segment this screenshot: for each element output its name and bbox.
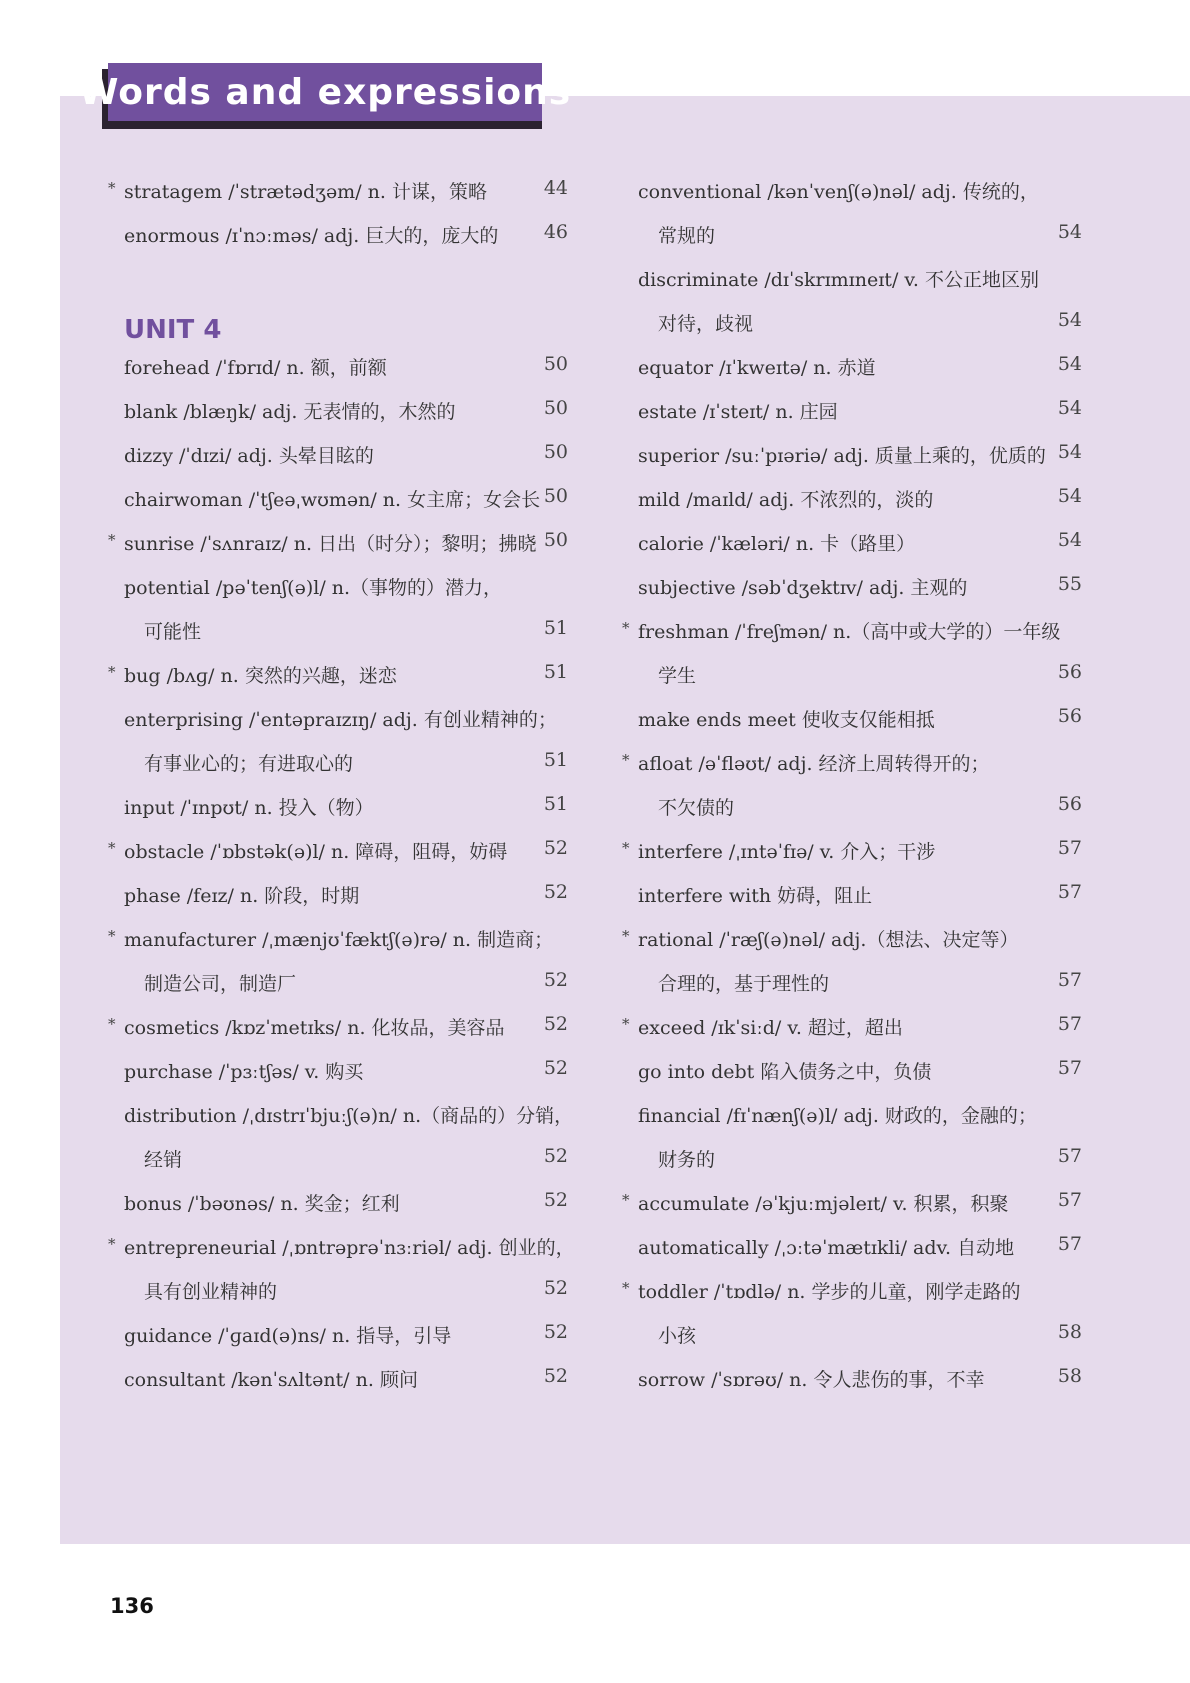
entry-page-number: 51 xyxy=(543,661,568,683)
entry-page-number: 50 xyxy=(543,353,568,375)
entry-text: accumulate /əˈkjuːmjəleɪt/ v. 积累，积聚 xyxy=(638,1193,1009,1215)
word-entry xyxy=(622,348,1082,392)
entry-text: estate /ɪˈsteɪt/ n. 庄园 xyxy=(638,401,838,423)
entry-text: freshman /ˈfreʃmən/ n.（高中或大学的）一年级 xyxy=(638,621,1061,643)
entry-page-number: 54 xyxy=(1057,353,1082,375)
entry-text: dizzy /ˈdɪzi/ adj. 头晕目眩的 xyxy=(124,445,374,467)
asterisk-icon: * xyxy=(622,839,630,857)
entry-text: manufacturer /ˌmænjʊˈfæktʃ(ə)rə/ n. 制造商； xyxy=(124,929,554,951)
entry-text: afloat /əˈfləʊt/ adj. 经济上周转得开的； xyxy=(638,753,990,775)
word-entry xyxy=(622,1360,1082,1404)
entry-text: purchase /ˈpɜːtʃəs/ v. 购买 xyxy=(124,1061,364,1083)
word-entry xyxy=(108,1360,568,1404)
word-entry xyxy=(622,876,1082,920)
word-entry xyxy=(622,1228,1082,1272)
word-entry xyxy=(622,172,1082,216)
entry-page-number: 52 xyxy=(543,1145,568,1167)
entry-text: toddler /ˈtɒdlə/ n. 学步的儿童，刚学走路的 xyxy=(638,1281,1021,1303)
entry-text: automatically /ˌɔːtəˈmætɪkli/ adv. 自动地 xyxy=(638,1237,1015,1259)
entry-page-number: 57 xyxy=(1057,1189,1082,1211)
word-entry xyxy=(622,436,1082,480)
entry-page-number: 50 xyxy=(543,529,568,551)
asterisk-icon: * xyxy=(108,927,116,945)
entry-text: distribution /ˌdɪstrɪˈbjuːʃ(ə)n/ n.（商品的）分销， xyxy=(124,1105,574,1127)
entry-page-number: 55 xyxy=(1057,573,1082,595)
word-entry xyxy=(108,1316,568,1360)
word-entry xyxy=(108,172,568,216)
asterisk-icon: * xyxy=(108,1235,116,1253)
unit-heading-text: UNIT 4 xyxy=(124,315,222,345)
word-entry xyxy=(108,656,568,700)
entry-page-number: 52 xyxy=(543,1277,568,1299)
entry-page-number: 54 xyxy=(1057,485,1082,507)
word-entry xyxy=(108,1008,568,1052)
entry-page-number: 50 xyxy=(543,397,568,419)
entry-text: 财务的 xyxy=(658,1149,716,1171)
entry-text: rational /ˈræʃ(ə)nəl/ adj.（想法、决定等） xyxy=(638,929,1019,951)
entry-page-number: 54 xyxy=(1057,529,1082,551)
entry-page-number: 56 xyxy=(1057,705,1082,727)
word-entry xyxy=(108,524,568,568)
word-entry-continuation xyxy=(108,1140,568,1184)
entry-page-number: 57 xyxy=(1057,837,1082,859)
word-entry-continuation xyxy=(622,1140,1082,1184)
word-entry xyxy=(108,788,568,832)
entry-text: exceed /ɪkˈsiːd/ v. 超过，超出 xyxy=(638,1017,903,1039)
section-title: Words and expressions xyxy=(78,71,572,113)
asterisk-icon: * xyxy=(622,619,630,637)
entry-text: 具有创业精神的 xyxy=(144,1281,278,1303)
entry-text: entrepreneurial /ˌɒntrəprəˈnɜːriəl/ adj. 创业的， xyxy=(124,1237,575,1259)
entry-text: 制造公司，制造厂 xyxy=(144,973,297,995)
entry-text: guidance /ˈɡaɪd(ə)ns/ n. 指导，引导 xyxy=(124,1325,452,1347)
entry-text: interfere with 妨碍，阻止 xyxy=(638,885,873,907)
word-entry-continuation xyxy=(108,964,568,1008)
entry-text: mild /maɪld/ adj. 不浓烈的，淡的 xyxy=(638,489,934,511)
entry-text: 经销 xyxy=(144,1149,183,1171)
word-entry xyxy=(108,216,568,260)
word-entry xyxy=(622,1184,1082,1228)
entry-page-number: 52 xyxy=(543,837,568,859)
asterisk-icon: * xyxy=(108,839,116,857)
word-entry xyxy=(108,392,568,436)
asterisk-icon: * xyxy=(622,1015,630,1033)
entry-page-number: 56 xyxy=(1057,661,1082,683)
word-entry xyxy=(622,1096,1082,1140)
word-entry xyxy=(108,436,568,480)
word-entry xyxy=(108,568,568,612)
word-entry-continuation xyxy=(622,216,1082,260)
entry-page-number: 51 xyxy=(543,617,568,639)
entry-text: chairwoman /ˈtʃeəˌwʊmən/ n. 女主席；女会长 xyxy=(124,489,541,511)
word-entry xyxy=(108,1052,568,1096)
entry-page-number: 50 xyxy=(543,485,568,507)
asterisk-icon: * xyxy=(622,751,630,769)
word-entry xyxy=(622,1008,1082,1052)
page-number: 136 xyxy=(110,1594,154,1618)
entry-page-number: 46 xyxy=(543,221,568,243)
entry-text: potential /pəˈtenʃ(ə)l/ n.（事物的）潜力， xyxy=(124,577,503,599)
entry-text: phase /feɪz/ n. 阶段，时期 xyxy=(124,885,360,907)
word-entry-continuation xyxy=(108,612,568,656)
entry-text: 小孩 xyxy=(658,1325,697,1347)
entry-page-number: 54 xyxy=(1057,221,1082,243)
entry-page-number: 57 xyxy=(1057,969,1082,991)
entry-text: 有事业心的；有进取心的 xyxy=(144,753,354,775)
word-list-right-column xyxy=(622,172,1082,1404)
entry-text: superior /suːˈpɪəriə/ adj. 质量上乘的，优质的 xyxy=(638,445,1046,467)
asterisk-icon: * xyxy=(108,179,116,197)
entry-page-number: 56 xyxy=(1057,793,1082,815)
entry-text: financial /fɪˈnænʃ(ə)l/ adj. 财政的，金融的； xyxy=(638,1105,1037,1127)
entry-page-number: 57 xyxy=(1057,1233,1082,1255)
entry-page-number: 57 xyxy=(1057,1145,1082,1167)
word-entry-continuation xyxy=(108,744,568,788)
entry-page-number: 52 xyxy=(543,1013,568,1035)
entry-page-number: 54 xyxy=(1057,397,1082,419)
entry-text: discriminate /dɪˈskrɪmɪneɪt/ v. 不公正地区别 xyxy=(638,269,1039,291)
word-entry xyxy=(108,1184,568,1228)
entry-page-number: 52 xyxy=(543,1365,568,1387)
entry-text: calorie /ˈkæləri/ n. 卡（路里） xyxy=(638,533,916,555)
entry-page-number: 51 xyxy=(543,749,568,771)
entry-page-number: 52 xyxy=(543,1321,568,1343)
word-entry xyxy=(622,612,1082,656)
entry-text: 可能性 xyxy=(144,621,202,643)
entry-text: 对待，歧视 xyxy=(658,313,754,335)
entry-text: interfere /ˌɪntəˈfɪə/ v. 介入；干涉 xyxy=(638,841,936,863)
entry-page-number: 54 xyxy=(1057,309,1082,331)
word-entry xyxy=(622,1052,1082,1096)
word-entry xyxy=(622,920,1082,964)
word-entry-continuation xyxy=(622,304,1082,348)
entry-text: blank /blæŋk/ adj. 无表情的，木然的 xyxy=(124,401,456,423)
entry-page-number: 52 xyxy=(543,969,568,991)
entry-text: 常规的 xyxy=(658,225,716,247)
entry-text: input /ˈɪnpʊt/ n. 投入（物） xyxy=(124,797,374,819)
word-entry-continuation xyxy=(622,1316,1082,1360)
word-entry xyxy=(622,832,1082,876)
entry-text: forehead /ˈfɒrɪd/ n. 额，前额 xyxy=(124,357,387,379)
entry-page-number: 57 xyxy=(1057,881,1082,903)
word-entry xyxy=(622,700,1082,744)
word-entry-continuation xyxy=(622,656,1082,700)
entry-page-number: 50 xyxy=(543,441,568,463)
word-entry xyxy=(622,524,1082,568)
entry-page-number: 44 xyxy=(543,177,568,199)
entry-text: stratagem /ˈstrætədʒəm/ n. 计谋，策略 xyxy=(124,181,487,203)
entry-text: enormous /ɪˈnɔːməs/ adj. 巨大的，庞大的 xyxy=(124,225,499,247)
word-entry-continuation xyxy=(108,1272,568,1316)
asterisk-icon: * xyxy=(108,531,116,549)
entry-text: subjective /səbˈdʒektɪv/ adj. 主观的 xyxy=(638,577,968,599)
entry-text: conventional /kənˈvenʃ(ə)nəl/ adj. 传统的， xyxy=(638,181,1039,203)
entry-page-number: 52 xyxy=(543,1057,568,1079)
word-entry-continuation xyxy=(622,964,1082,1008)
entry-page-number: 57 xyxy=(1057,1057,1082,1079)
entry-page-number: 52 xyxy=(543,881,568,903)
word-entry xyxy=(622,568,1082,612)
word-entry-continuation xyxy=(622,788,1082,832)
asterisk-icon: * xyxy=(108,663,116,681)
word-entry xyxy=(108,1228,575,1272)
asterisk-icon: * xyxy=(108,1015,116,1033)
word-entry xyxy=(108,348,568,392)
entry-page-number: 52 xyxy=(543,1189,568,1211)
entry-text: bug /bʌɡ/ n. 突然的兴趣，迷恋 xyxy=(124,665,397,687)
word-entry xyxy=(108,1096,574,1140)
word-entry xyxy=(108,700,568,744)
entry-text: equator /ɪˈkweɪtə/ n. 赤道 xyxy=(638,357,876,379)
word-entry xyxy=(108,920,568,964)
entry-text: sorrow /ˈsɒrəʊ/ n. 令人悲伤的事，不幸 xyxy=(638,1369,985,1391)
entry-text: 合理的，基于理性的 xyxy=(658,973,830,995)
asterisk-icon: * xyxy=(622,1279,630,1297)
entry-page-number: 58 xyxy=(1057,1365,1082,1387)
entry-page-number: 58 xyxy=(1057,1321,1082,1343)
entry-text: cosmetics /kɒzˈmetɪks/ n. 化妆品，美容品 xyxy=(124,1017,505,1039)
word-entry xyxy=(622,1272,1082,1316)
word-list-left-column xyxy=(108,172,575,1404)
word-entry xyxy=(108,876,568,920)
entry-text: consultant /kənˈsʌltənt/ n. 顾问 xyxy=(124,1369,418,1391)
entry-text: sunrise /ˈsʌnraɪz/ n. 日出（时分）；黎明；拂晓 xyxy=(124,533,537,555)
entry-text: enterprising /ˈentəpraɪzɪŋ/ adj. 有创业精神的； xyxy=(124,709,557,731)
section-title-banner xyxy=(78,63,572,121)
entry-text: make ends meet 使收支仅能相抵 xyxy=(638,709,935,731)
unit-heading xyxy=(108,304,568,348)
entry-text: 不欠债的 xyxy=(658,797,735,819)
word-entry xyxy=(108,832,568,876)
word-entry xyxy=(622,744,1082,788)
entry-page-number: 57 xyxy=(1057,1013,1082,1035)
entry-text: go into debt 陷入债务之中，负债 xyxy=(638,1061,932,1083)
entry-page-number: 54 xyxy=(1057,441,1082,463)
spacer xyxy=(108,260,568,304)
entry-text: 学生 xyxy=(658,665,697,687)
word-entry xyxy=(622,260,1082,304)
asterisk-icon: * xyxy=(622,1191,630,1209)
entry-text: obstacle /ˈɒbstək(ə)l/ n. 障碍，阻碍，妨碍 xyxy=(124,841,508,863)
word-entry xyxy=(622,480,1082,524)
word-entry xyxy=(108,480,568,524)
word-entry xyxy=(622,392,1082,436)
entry-text: bonus /ˈbəʊnəs/ n. 奖金；红利 xyxy=(124,1193,400,1215)
asterisk-icon: * xyxy=(622,927,630,945)
entry-page-number: 51 xyxy=(543,793,568,815)
